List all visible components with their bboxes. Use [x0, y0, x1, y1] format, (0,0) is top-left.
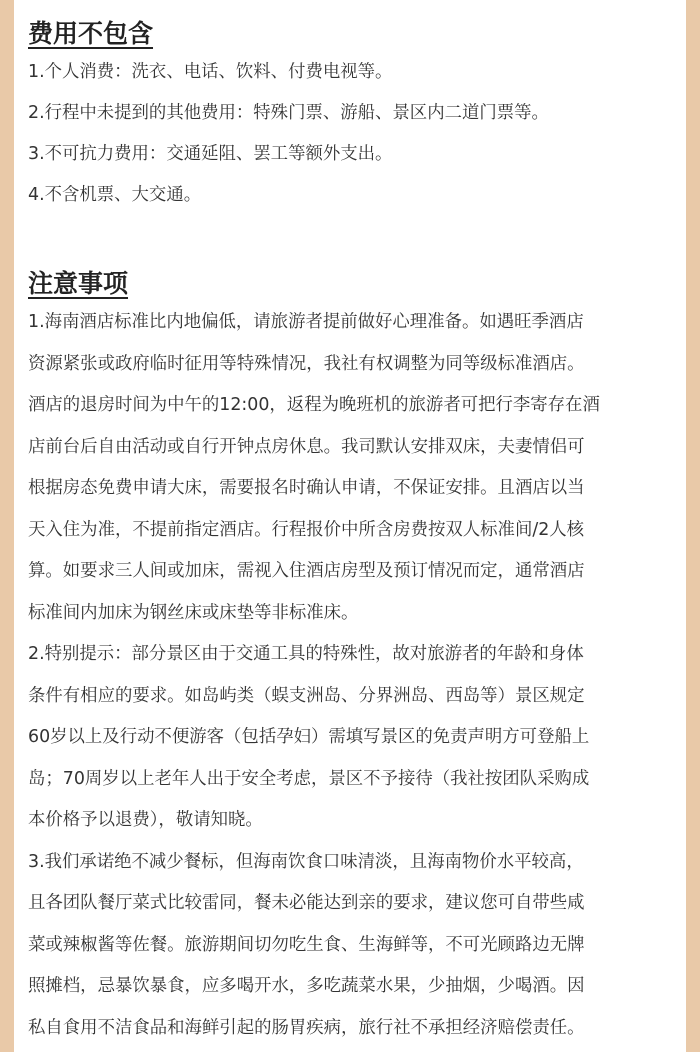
fees-excluded-line: 4.不含机票、大交通。	[28, 185, 202, 205]
notes-line: 菜或辣椒酱等佐餐。旅游期间切勿吃生食、生海鲜等，不可光顾路边无牌	[28, 934, 585, 955]
notes-line: 60岁以上及行动不便游客（包括孕妇）需填写景区的免责声明方可登船上	[28, 727, 590, 747]
fees-excluded-line: 2.行程中未提到的其他费用：特殊门票、游船、景区内二道门票等。	[28, 103, 549, 123]
notes-line: 标准间内加床为钢丝床或床垫等非标准床。	[28, 602, 359, 623]
notes-line: 且各团队餐厅菜式比较雷同，餐未必能达到亲的要求，建议您可自带些咸	[28, 893, 585, 913]
notes-title: 注意事项	[28, 269, 129, 298]
notes-line: 条件有相应的要求。如岛屿类（蜈支洲岛、分界洲岛、西岛等）景区规定	[28, 685, 585, 706]
notes-line: 岛；70周岁以上老年人出于安全考虑，景区不予接待（我社按团队采购成	[28, 768, 590, 789]
notes-line: 2.特别提示：部分景区由于交通工具的特殊性，故对旅游者的年龄和身体	[28, 644, 584, 664]
notes-line: 1.海南酒店标准比内地偏低，请旅游者提前做好心理准备。如遇旺季酒店	[28, 312, 584, 332]
fees-excluded-section	[28, 16, 688, 216]
notes-section	[28, 266, 688, 1049]
notes-line: 照摊档，忌暴饮暴食，应多喝开水，多吃蔬菜水果，少抽烟，少喝酒。因	[28, 976, 585, 996]
notes-line: 3.我们承诺绝不减少餐标，但海南饮食口味清淡，且海南物价水平较高，	[28, 851, 584, 872]
notes-line: 算。如要求三人间或加床，需视入住酒店房型及预订情况而定，通常酒店	[28, 561, 585, 581]
fees-excluded-title: 费用不包含	[28, 19, 154, 48]
notes-line: 酒店的退房时间为中午的12:00，返程为晚班机的旅游者可把行李寄存在酒	[28, 395, 600, 415]
notes-line: 店前台后自由活动或自行开钟点房休息。我司默认安排双床，夫妻情侣可	[28, 436, 585, 457]
notes-line: 天入住为准，不提前指定酒店。行程报价中所含房费按双人标准间/2人核	[28, 519, 585, 540]
fees-excluded-line: 3.不可抗力费用：交通延阻、罢工等额外支出。	[28, 144, 393, 164]
notes-line: 根据房态免费申请大床，需要报名时确认申请，不保证安排。且酒店以当	[28, 478, 585, 498]
notes-line: 本价格予以退费），敬请知晓。	[28, 810, 263, 830]
notes-line: 资源紧张或政府临时征用等特殊情况，我社有权调整为同等级标准酒店。	[28, 353, 585, 374]
content-panel	[14, 0, 686, 1052]
notes-line: 私自食用不洁食品和海鲜引起的肠胃疾病，旅行社不承担经济赔偿责任。	[28, 1017, 585, 1038]
fees-excluded-line: 1.个人消费：洗衣、电话、饮料、付费电视等。	[28, 62, 393, 82]
